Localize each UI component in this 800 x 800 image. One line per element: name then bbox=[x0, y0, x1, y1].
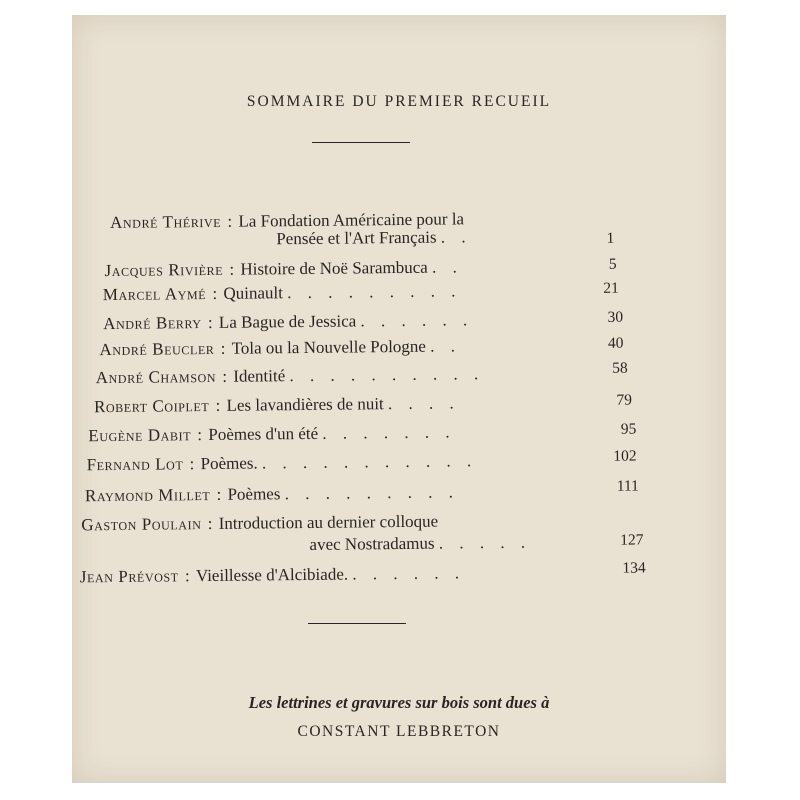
toc-title: Poèmes bbox=[227, 484, 281, 504]
toc-author: André Beucler bbox=[99, 338, 215, 360]
toc-page-number: 79 bbox=[616, 391, 633, 409]
toc-title-continued: Pensée et l'Art Français bbox=[276, 227, 437, 249]
toc-title: La Fondation Américaine pour la bbox=[238, 209, 465, 231]
toc-page-number: 134 bbox=[622, 559, 646, 577]
toc-entry: Eugène Dabit : Poèmes d'un été . . . . . . . bbox=[88, 422, 456, 446]
toc-title: Introduction au dernier colloque bbox=[218, 511, 439, 533]
toc-entry: Raymond Millet : Poèmes . . . . . . . . . bbox=[84, 482, 459, 506]
toc-author: Gaston Poulain bbox=[81, 514, 202, 535]
toc-author: Jacques Rivière bbox=[104, 259, 224, 281]
toc-author: Jean Prévost bbox=[79, 566, 179, 587]
toc-entry: Fernand Lot : Poèmes. . . . . . . . . . . . bbox=[86, 451, 478, 475]
toc-leader-dots: . . . . . . bbox=[360, 310, 474, 331]
toc-entry: Gaston Poulain : Introduction au dernier colloque avec Nostradamus . . . . . bbox=[81, 511, 532, 554]
toc-leader-dots: . . . . . bbox=[438, 532, 532, 553]
toc-leader-dots: . . . . bbox=[387, 393, 460, 414]
toc-author: Robert Coiplet bbox=[93, 395, 210, 417]
toc-leader-dots: . . bbox=[431, 257, 463, 277]
toc-entry: André Chamson : Identité . . . . . . . . . . bbox=[95, 364, 485, 388]
toc-leader-dots: . . . . . . . . . . bbox=[289, 364, 485, 386]
toc-author: Raymond Millet bbox=[84, 484, 211, 506]
toc-entry: Marcel Aymé : Quinault . . . . . . . . . bbox=[102, 281, 462, 305]
toc-author: Marcel Aymé bbox=[102, 284, 207, 305]
toc-page-number: 1 bbox=[606, 229, 615, 247]
toc-author: André Berry bbox=[103, 313, 202, 334]
toc-leader-dots: . . bbox=[440, 227, 472, 247]
toc-author: André Thérive bbox=[110, 211, 222, 233]
toc-leader-dots: . . . . . . . . . . . bbox=[261, 451, 478, 473]
table-of-contents bbox=[72, 208, 726, 587]
book-page bbox=[72, 15, 726, 783]
toc-author: André Chamson bbox=[95, 366, 217, 388]
toc-title: Tola ou la Nouvelle Pologne bbox=[231, 336, 427, 358]
toc-page-number: 111 bbox=[616, 477, 639, 495]
toc-page-number: 127 bbox=[620, 531, 644, 549]
toc-entry: André Thérive : La Fondation Américaine pour la Pensée et l'Art Français . . bbox=[110, 209, 472, 249]
toc-title: Histoire de Noë Sarambuca bbox=[240, 257, 428, 279]
top-divider bbox=[312, 142, 410, 143]
toc-title: Les lavandières de nuit bbox=[226, 394, 384, 415]
toc-leader-dots: . . . . . . bbox=[352, 563, 466, 584]
toc-leader-dots: . . . . . . . . . bbox=[287, 281, 462, 303]
toc-entry: Robert Coiplet : Les lavandières de nuit . . . . bbox=[93, 393, 460, 417]
toc-title: Poèmes. bbox=[200, 453, 258, 474]
toc-leader-dots: . . . . . . . . . bbox=[284, 482, 459, 504]
toc-title: Identité bbox=[233, 366, 286, 386]
toc-title: Vieillesse d'Alcibiade. bbox=[195, 564, 349, 586]
credit-line: Les lettrines et gravures sur bois sont dues à bbox=[248, 693, 550, 712]
toc-page-number: 95 bbox=[620, 420, 637, 438]
toc-entry: Jean Prévost : Vieillesse d'Alcibiade. . . . . . . bbox=[79, 563, 466, 587]
toc-page-number: 21 bbox=[603, 279, 619, 297]
toc-page-number: 5 bbox=[608, 255, 617, 273]
toc-page-number: 40 bbox=[607, 334, 624, 352]
toc-entry: Jacques Rivière : Histoire de Noë Sarambuca . . bbox=[104, 257, 463, 281]
toc-entry: André Beucler : Tola ou la Nouvelle Pologne . . bbox=[99, 336, 462, 360]
credit-artist: CONSTANT LEBBRETON bbox=[297, 723, 501, 740]
toc-leader-dots: . . . . . . . bbox=[322, 422, 456, 443]
toc-title-continued: avec Nostradamus bbox=[309, 533, 435, 554]
toc-leader-dots: . . bbox=[430, 336, 462, 356]
toc-author: Eugène Dabit bbox=[88, 425, 192, 446]
toc-title: Poèmes d'un été bbox=[208, 423, 319, 445]
toc-page-number: 58 bbox=[612, 359, 628, 377]
toc-entry: André Berry : La Bague de Jessica . . . . . . bbox=[103, 310, 474, 334]
toc-title: Quinault bbox=[223, 283, 283, 303]
toc-author: Fernand Lot bbox=[86, 454, 184, 475]
toc-page-number: 30 bbox=[607, 308, 624, 326]
bottom-divider bbox=[308, 623, 406, 624]
toc-title: La Bague de Jessica bbox=[218, 311, 357, 332]
page-title: SOMMAIRE DU PREMIER RECUEIL bbox=[246, 93, 552, 110]
toc-page-number: 102 bbox=[613, 447, 637, 465]
